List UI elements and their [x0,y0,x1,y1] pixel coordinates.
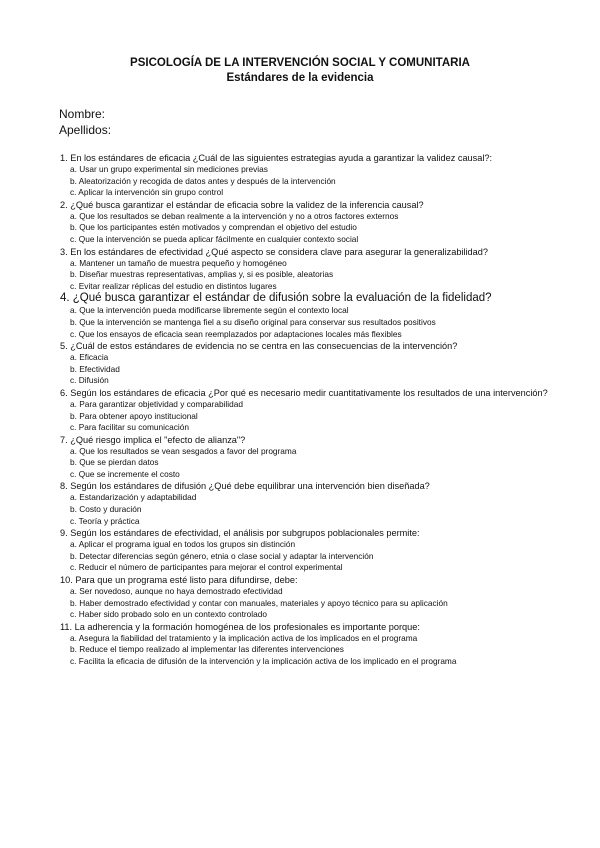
answer-option: b. Para obtener apoyo institucional [70,410,198,421]
document-title: PSICOLOGÍA DE LA INTERVENCIÓN SOCIAL Y COMUNITARIA [130,57,470,69]
question-item [60,434,560,481]
answer-option: b. Costo y duración [70,504,142,515]
answer-option: c. Que la intervención se pueda aplicar fácilmente en cualquier contexto social [70,233,359,244]
document-header [0,56,600,86]
answer-option: a. Usar un grupo experimental sin mediciones previas [70,164,268,174]
answer-option: b. Que se pierdan datos [70,457,159,468]
answer-option: c. Facilita la eficacia de difusión de la intervención y la implicación activa de los implicado en el programa [70,656,457,666]
answer-option: a. Para garantizar objetividad y comparabilidad [70,398,243,409]
answer-options [60,258,560,293]
answer-options [60,352,560,387]
answer-options [60,633,560,668]
question-text: 7. ¿Qué riesgo implica el "efecto de alianza"? [60,434,246,445]
question-item [60,292,560,340]
answer-option: c. Haber sido probado solo en un contexto controlado [70,609,267,620]
answer-option: a. Asegura la fiabilidad del tratamiento y la implicación activa de los implicados en el programa [70,632,418,643]
question-item [60,574,560,621]
answer-option: b. Diseñar muestras representativas, amplias y, si es posible, aleatorias [70,269,334,280]
answer-options [60,211,560,246]
surname-label: Apellidos: [59,123,112,137]
answer-option: a. Que la intervención pueda modificarse libremente según el contexto local [70,305,349,316]
answer-options [60,399,560,434]
question-text: 4. ¿Qué busca garantizar el estándar de difusión sobre la evaluación de la fidelidad? [60,292,492,305]
answer-option: c. Teoría y práctica [70,515,140,526]
answer-option: a. Mantener un tamaño de muestra pequeño y homogéneo [70,257,287,268]
question-item [60,480,560,527]
answer-option: a. Ser novedoso, aunque no haya demostrado efectividad [70,586,283,597]
question-item [60,152,560,199]
question-text: 2. ¿Qué busca garantizar el estándar de eficacia sobre la validez de la inferencia causal? [60,199,424,210]
question-text: 10. Para que un programa esté listo para difundirse, debe: [60,575,298,586]
answer-option: a. Estandarización y adaptabilidad [70,492,197,503]
answer-option: a. Que los resultados se vean sesgados a favor del programa [70,445,297,456]
question-item [60,527,560,574]
answer-option: c. Evitar realizar réplicas del estudio en distintos lugares [70,280,277,291]
answer-options [60,492,560,527]
answer-option: a. Que los resultados se deban realmente a la intervención y no a otros factores externos [70,210,399,221]
question-text: 9. Según los estándares de efectividad, el análisis por subgrupos poblacionales permite: [60,528,420,539]
question-text: 6. Según los estándares de eficacia ¿Por qué es necesario medir cuantitativamente los resultados de una intervención? [60,387,548,398]
question-list [60,152,560,668]
answer-option: b. Que la intervención se mantenga fiel a su diseño original para conservar sus resultados positivos [70,316,436,327]
answer-option: b. Aleatorización y recogida de datos antes y después de la intervención [70,175,336,186]
answer-option: c. Difusión [70,375,109,386]
answer-option: b. Detectar diferencias según género, etnia o clase social y adaptar la intervención [70,550,374,561]
student-fields [59,106,111,138]
question-text: 1. En los estándares de eficacia ¿Cuál de las siguientes estrategias ayuda a garantizar la validez causal?: [60,153,493,163]
answer-option: c. Reducir el número de participantes para mejorar el control experimental [70,562,343,573]
answer-options [60,539,560,574]
question-text: 11. La adherencia y la formación homogénea de los profesionales es importante porque: [60,621,420,632]
answer-option: a. Eficacia [70,352,109,363]
document-subtitle: Estándares de la evidencia [226,72,374,84]
question-item [60,621,560,668]
answer-option: c. Aplicar la intervención sin grupo control [70,187,224,198]
question-item [60,246,560,293]
answer-option: b. Efectividad [70,363,120,374]
name-label: Nombre: [59,107,106,121]
answer-option: b. Haber demostrado efectividad y contar con manuales, materiales y apoyo técnico para su aplicación [70,597,448,608]
answer-option: c. Que los ensayos de eficacia sean reemplazados por adaptaciones locales más flexibles [70,328,402,339]
answer-option: c. Que se incremente el costo [70,468,180,479]
answer-option: b. Que los participantes estén motivados y comprendan el objetivo del estudio [70,222,357,233]
answer-options [60,446,560,481]
answer-options [60,305,560,340]
question-text: 3. En los estándares de efectividad ¿Qué aspecto se considera clave para asegurar la generalizabilidad? [60,246,488,257]
question-item [60,387,560,434]
question-text: 5. ¿Cuál de estos estándares de evidencia no se centra en las consecuencias de la intervención? [60,341,458,352]
answer-option: c. Para facilitar su comunicación [70,422,189,433]
answer-options [60,164,560,199]
question-item [60,199,560,246]
answer-option: a. Aplicar el programa igual en todos los grupos sin distinción [70,539,296,550]
question-item [60,340,560,387]
answer-option: b. Reduce el tiempo realizado al implementar las diferentes intervenciones [70,644,344,655]
answer-options [60,586,560,621]
question-text: 8. Según los estándares de difusión ¿Qué debe equilibrar una intervención bien diseñada? [60,481,430,492]
